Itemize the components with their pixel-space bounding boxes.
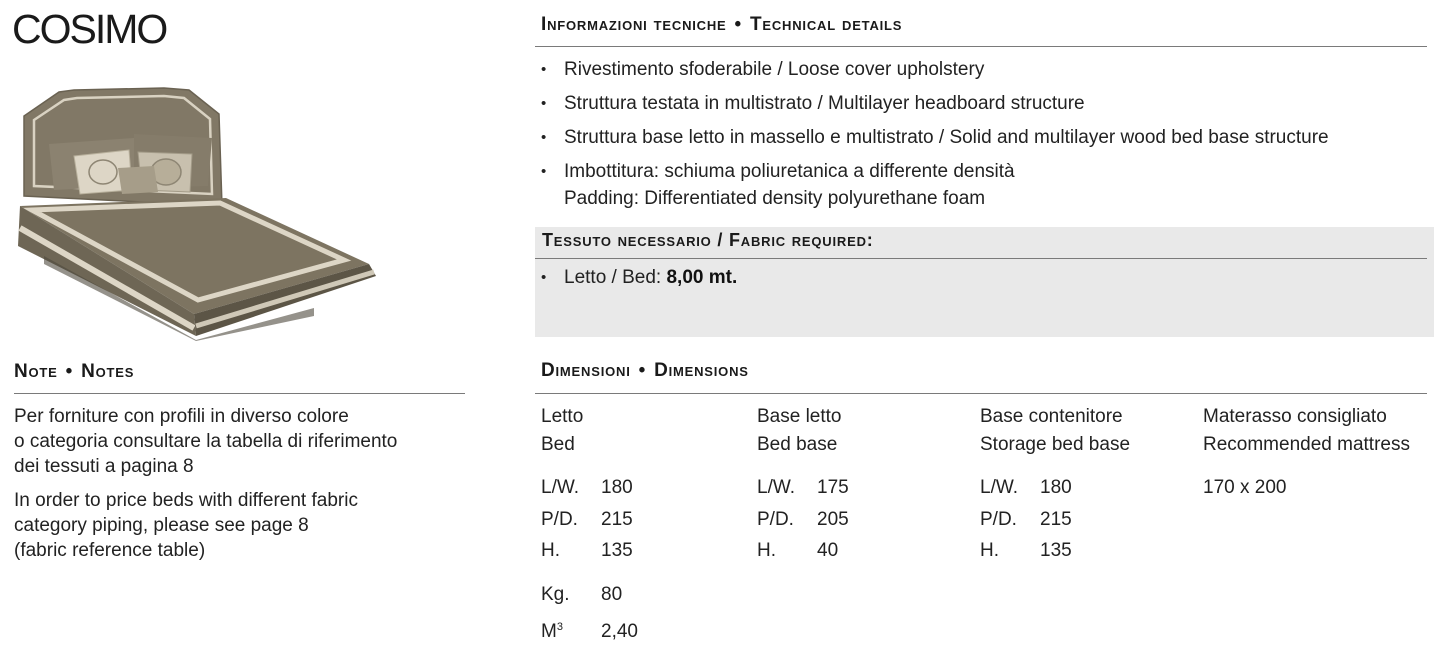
dimension-value: 205 [817, 508, 849, 530]
notes-text-italian [14, 404, 474, 479]
fabric-divider [535, 258, 1427, 259]
notes-heading-it: Note [14, 361, 58, 382]
notes-text-english [14, 488, 474, 563]
dimension-label: P/D. [980, 508, 1017, 530]
dimension-label: H. [541, 540, 560, 561]
column-title-it: Base contenitore [980, 406, 1123, 427]
dimension-label: L/W. [980, 477, 1019, 498]
dimension-row [541, 535, 638, 567]
volume-exponent: 3 [556, 620, 563, 633]
weight-label: Kg. [541, 583, 570, 605]
dimension-row [541, 472, 638, 504]
dimensions-heading-en: Dimensions [654, 360, 749, 381]
notes-divider [14, 393, 465, 394]
technical-item-text: Padding: Differentiated density polyurethane foam [564, 188, 986, 209]
notes-line: In order to price beds with different fabric [14, 490, 358, 511]
dimension-row [541, 504, 638, 536]
volume-label [541, 611, 601, 648]
dimensions-heading: Dimensioni • Dimensions [541, 360, 749, 381]
dimension-label: L/W. [541, 477, 580, 498]
technical-heading-en: Technical details [749, 14, 903, 35]
notes-heading: Note • Notes [14, 361, 135, 382]
dimension-label: P/D. [757, 508, 794, 530]
technical-heading: Informazioni tecniche • Technical details [541, 14, 903, 35]
technical-item [541, 124, 1329, 151]
dimension-row [980, 535, 1130, 567]
column-title-en: Bed base [757, 434, 838, 455]
column-title-it: Letto [541, 406, 584, 427]
dimension-row [980, 472, 1130, 504]
volume-unit: M [541, 620, 557, 642]
dimension-value: 40 [817, 540, 839, 561]
dimension-value: 180 [1040, 477, 1072, 498]
notes-heading-en: Notes [81, 361, 135, 382]
column-title-it: Materasso consigliato [1203, 406, 1387, 427]
dimension-label: L/W. [757, 477, 796, 498]
dimensions-column-mattress [1203, 403, 1410, 504]
column-title-en: Recommended mattress [1203, 434, 1410, 455]
notes-line: dei tessuti a pagina 8 [14, 456, 194, 477]
dimension-value: 215 [1040, 508, 1072, 530]
column-title-en: Storage bed base [980, 434, 1131, 455]
dimension-value: 180 [601, 477, 633, 498]
technical-item-text: Struttura testata in multistrato / Multilayer headboard structure [564, 93, 1085, 114]
weight-value: 80 [601, 583, 623, 605]
dimension-label: H. [980, 540, 999, 561]
dimension-value: 135 [601, 540, 633, 561]
bed-image [14, 86, 384, 341]
dimensions-heading-it: Dimensioni [541, 360, 631, 381]
dimension-value: 175 [817, 477, 849, 498]
dimension-row [757, 535, 849, 567]
dimension-label: P/D. [541, 508, 578, 530]
technical-item [541, 90, 1329, 117]
dimensions-divider [535, 393, 1427, 394]
dimension-row [757, 504, 849, 536]
notes-line: o categoria consultare la tabella di riferimento [14, 431, 398, 452]
fabric-heading: Tessuto necessario / Fabric required: [542, 230, 874, 250]
technical-list [541, 56, 1329, 219]
technical-item [541, 158, 1329, 212]
dimension-label: H. [757, 540, 776, 561]
volume-value: 2,40 [601, 620, 638, 642]
notes-line: category piping, please see page 8 [14, 515, 309, 536]
product-title: COSIMO [12, 6, 167, 52]
technical-item-text: • Imbottitura: schiuma poliuretanica a differente densità [564, 161, 1015, 182]
notes-line: Per forniture con profili in diverso colore [14, 406, 349, 427]
dimensions-column-bed [541, 403, 638, 648]
mattress-size: 170 x 200 [1203, 477, 1287, 498]
dimensions-column-bed-base [757, 403, 849, 567]
fabric-item-value: 8,00 mt. [666, 267, 738, 288]
dimension-value: 215 [601, 508, 633, 530]
dimension-value: 135 [1040, 540, 1072, 561]
volume-row [541, 611, 638, 648]
notes-line: (fabric reference table) [14, 540, 206, 561]
dimension-row [757, 472, 849, 504]
column-title-it: Base letto [757, 406, 842, 427]
technical-heading-it: Informazioni tecniche [541, 14, 727, 35]
technical-divider [535, 46, 1427, 47]
technical-item-text: Rivestimento sfoderabile / Loose cover upholstery [564, 59, 985, 80]
dimensions-column-storage-base [980, 403, 1130, 567]
fabric-item-label: Letto / Bed: [564, 267, 667, 288]
weight-row [541, 578, 638, 611]
technical-item-text: Struttura base letto in massello e multistrato / Solid and multilayer wood bed base structure [564, 127, 1329, 148]
fabric-list [541, 264, 737, 298]
technical-item [541, 56, 1329, 83]
fabric-item [541, 264, 737, 291]
column-title-en: Bed [541, 434, 575, 455]
dimension-row [980, 504, 1130, 536]
